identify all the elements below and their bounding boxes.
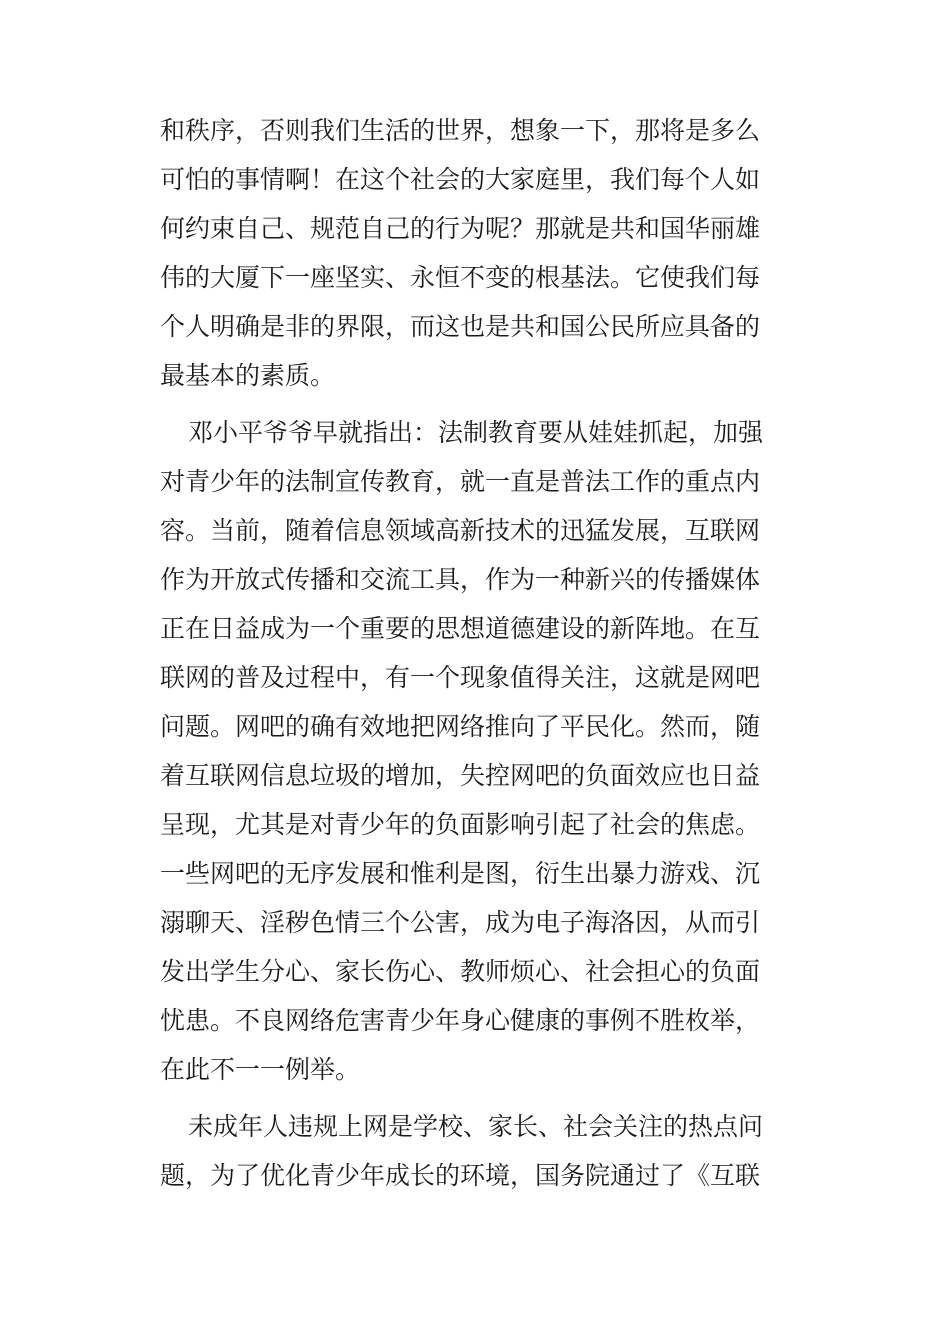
text-line: 溺聊天、淫秽色情三个公害，成为电子海洛因，从而引	[160, 908, 761, 937]
text-line: 发出学生分心、家长伤心、教师烦心、社会担心的负面	[160, 957, 761, 986]
paragraph-1	[160, 106, 800, 400]
text-line: 作为开放式传播和交流工具，作为一种新兴的传播媒体	[160, 565, 761, 594]
text-line: 一些网吧的无序发展和惟利是图，衍生出暴力游戏、沉	[160, 859, 761, 888]
text-line: 正在日益成为一个重要的思想道德建设的新阵地。在互	[160, 614, 761, 643]
text-line: 呈现，尤其是对青少年的负面影响引起了社会的焦虑。	[160, 810, 761, 839]
text-line: 可怕的事情啊！在这个社会的大家庭里，我们每个人如	[160, 165, 761, 194]
text-line-first: 邓小平爷爷早就指出：法制教育要从娃娃抓起，加强	[188, 418, 764, 447]
text-line: 题，为了优化青少年成长的环境，国务院通过了《互联	[160, 1161, 761, 1190]
paragraph-3	[160, 1102, 800, 1200]
text-line: 伟的大厦下一座坚实、永恒不变的根基法。它使我们每	[160, 263, 761, 292]
text-line: 问题。网吧的确有效地把网络推向了平民化。然而，随	[160, 712, 761, 741]
text-line: 着互联网信息垃圾的增加，失控网吧的负面效应也日益	[160, 761, 761, 790]
text-line: 在此不一一例举。	[160, 1055, 361, 1084]
text-line: 对青少年的法制宣传教育，就一直是普法工作的重点内	[160, 467, 761, 496]
text-line: 最基本的素质。	[160, 361, 336, 390]
body-text	[160, 106, 800, 1200]
text-line: 容。当前，随着信息领域高新技术的迅猛发展，互联网	[160, 516, 761, 545]
text-line: 和秩序，否则我们生活的世界，想象一下，那将是多么	[160, 116, 761, 145]
text-line: 个人明确是非的界限，而这也是共和国公民所应具备的	[160, 312, 761, 341]
text-line: 何约束自己、规范自己的行为呢？那就是共和国华丽雄	[160, 214, 761, 243]
text-line-first: 未成年人违规上网是学校、家长、社会关注的热点问	[188, 1112, 764, 1141]
paragraph-2	[160, 408, 800, 1094]
text-line: 联网的普及过程中，有一个现象值得关注，这就是网吧	[160, 663, 761, 692]
text-line: 忧患。不良网络危害青少年身心健康的事例不胜枚举，	[160, 1006, 761, 1035]
